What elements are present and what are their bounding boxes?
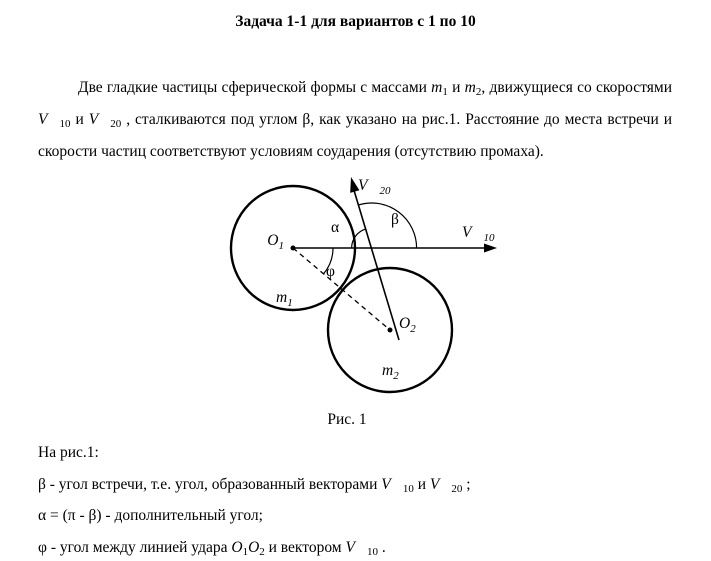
v10-label-subscript: 10 [483, 232, 495, 244]
page-title: Задача 1-1 для вариантов с 1 по 10 [235, 13, 476, 30]
intro-text: и [447, 79, 465, 96]
v20-symbol: V⃗ [88, 111, 111, 128]
notes-heading: На рис.1: [38, 444, 99, 461]
beta-definition [38, 469, 678, 501]
beta-definition-text: β - угол встречи, т.е. угол, образованный векторами [38, 475, 382, 493]
v10-subscript: 10 [59, 118, 71, 130]
v10-symbol: V⃗ [381, 475, 403, 493]
notes-section [38, 437, 678, 561]
v20-label [358, 177, 391, 197]
alpha-label: α [331, 219, 340, 236]
o1-label [267, 232, 284, 252]
o1-center-dot [291, 246, 296, 251]
v20-subscript: 20 [110, 118, 122, 130]
phi-definition [38, 532, 678, 561]
intro-text: , движущиеся со скоростями [481, 79, 672, 96]
phi-definition-text: и вектором [264, 538, 346, 556]
o1-label-symbol: O [267, 232, 279, 249]
beta-definition-text: и [413, 475, 430, 493]
m1-label [276, 289, 293, 309]
mass1-subscript: 1 [442, 86, 448, 98]
intro-text: , сталкиваются под углом β, как указано на рис.1. Расстояние до места встречи и скорости частиц соответствуют условиям соударения (отсутствию промаха). [38, 111, 672, 160]
o1-subscript: 1 [242, 545, 249, 558]
collision-figure [0, 168, 711, 413]
mass1-symbol: m [431, 79, 443, 96]
phi-definition-text: . [377, 538, 386, 556]
v10-arrowhead [484, 244, 497, 253]
beta-label: β [391, 211, 399, 228]
m1-label-subscript: 1 [287, 297, 293, 309]
mass2-subscript: 2 [475, 86, 482, 98]
m2-label-subscript: 2 [393, 370, 399, 382]
v10-subscript: 10 [366, 545, 378, 558]
o2-label-subscript: 2 [410, 323, 416, 335]
intro-paragraph [38, 72, 672, 168]
o2-label-symbol: O [399, 315, 411, 332]
phi-definition-text: φ - угол между линией удара [38, 538, 232, 556]
v10-subscript: 10 [402, 482, 414, 495]
v20-subscript: 20 [451, 482, 463, 495]
o2-symbol: O [248, 538, 260, 556]
beta-arc [359, 203, 417, 248]
o1-label-subscript: 1 [278, 240, 284, 252]
v20-label-symbol: V⃗ [358, 177, 380, 194]
phi-label: φ [326, 263, 335, 280]
o2-label [399, 315, 416, 335]
v10-label [462, 224, 495, 244]
o1-symbol: O [231, 538, 243, 556]
m2-label [382, 362, 399, 382]
v10-label-symbol: V⃗ [462, 224, 484, 241]
figure-caption: Рис. 1 [327, 411, 367, 428]
alpha-definition: α = (π - β) - дополнительный угол; [38, 507, 263, 524]
o2-subscript: 2 [259, 545, 265, 558]
v20-label-subscript: 20 [379, 185, 391, 197]
v20-symbol: V⃗ [429, 475, 452, 493]
v20-vector-line [353, 187, 399, 340]
v10-symbol: V⃗ [38, 111, 60, 128]
intro-text: Две гладкие частицы сферической формы с массами [78, 79, 432, 96]
mass2-symbol: m [464, 79, 476, 96]
m1-label-symbol: m [276, 289, 288, 306]
beta-definition-text: ; [462, 475, 471, 493]
m2-label-symbol: m [382, 362, 394, 379]
v10-symbol: V⃗ [345, 538, 367, 556]
intro-text: и [70, 111, 89, 128]
o2-center-dot [388, 328, 393, 333]
